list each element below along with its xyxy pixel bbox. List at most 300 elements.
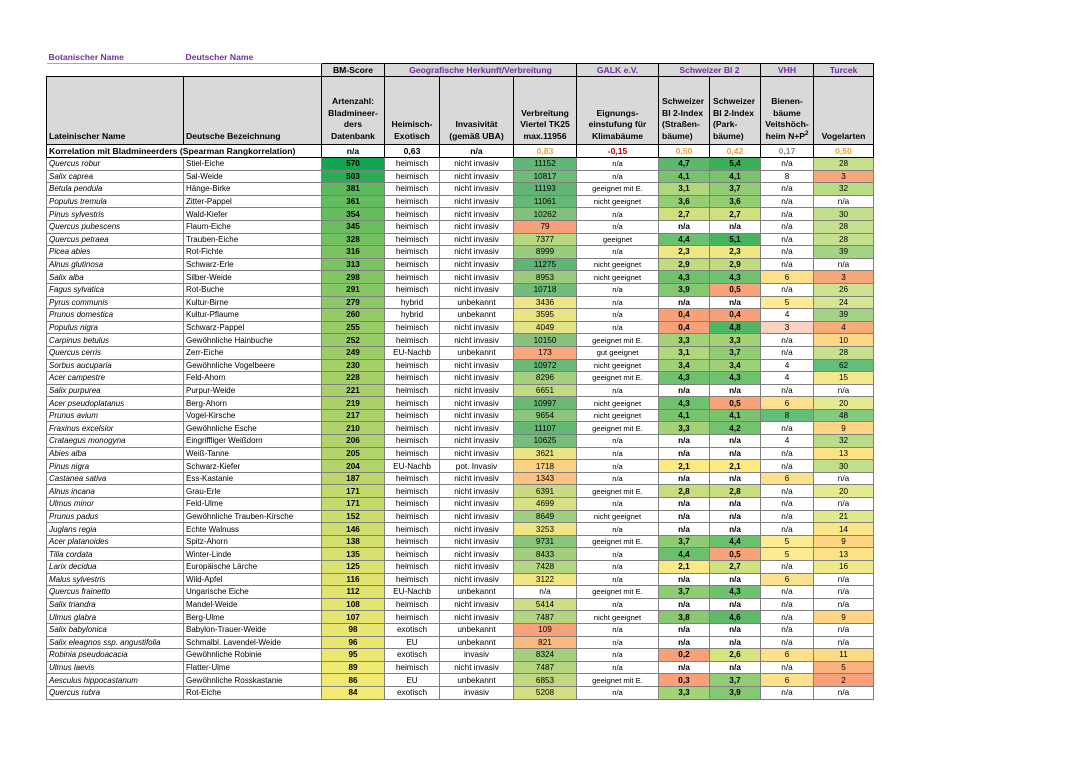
cell-latin: Crataegus monogyna xyxy=(47,435,184,448)
cell-heimisch: EU-Nachb xyxy=(385,460,440,473)
cell-verbreitung: 5414 xyxy=(514,598,577,611)
cell-schweizer-park: n/a xyxy=(710,447,761,460)
table-row xyxy=(47,384,874,397)
table-row xyxy=(47,195,874,208)
data-table xyxy=(46,52,874,700)
cell-bm-score: 249 xyxy=(322,346,385,359)
cell-schweizer-park: 4,6 xyxy=(710,611,761,624)
cell-bm-score: 187 xyxy=(322,472,385,485)
cell-heimisch: heimisch xyxy=(385,195,440,208)
cell-bm-score: 171 xyxy=(322,498,385,511)
cell-bm-score: 98 xyxy=(322,623,385,636)
cell-bm-score: 252 xyxy=(322,334,385,347)
cell-heimisch: heimisch xyxy=(385,233,440,246)
cell-vhh: n/a xyxy=(761,220,814,233)
cell-deutsch: Vogel-Kirsche xyxy=(184,409,322,422)
cell-schweizer-strasse: n/a xyxy=(659,623,710,636)
cell-schweizer-park: 3,7 xyxy=(710,346,761,359)
table-row xyxy=(47,561,874,574)
cell-vhh: 8 xyxy=(761,170,814,183)
cell-verbreitung: 8324 xyxy=(514,649,577,662)
cell-schweizer-park: 4,4 xyxy=(710,535,761,548)
col-vogel: Vogelarten xyxy=(814,77,874,145)
cell-verbreitung: 4699 xyxy=(514,498,577,511)
cell-vogel: n/a xyxy=(814,472,874,485)
cell-eignung: n/a xyxy=(577,447,659,460)
table-row xyxy=(47,686,874,699)
table-row xyxy=(47,485,874,498)
cell-bm-score: 84 xyxy=(322,686,385,699)
cell-vhh: n/a xyxy=(761,523,814,536)
cell-vhh: n/a xyxy=(761,258,814,271)
correlation-row xyxy=(47,145,874,158)
cell-eignung: n/a xyxy=(577,296,659,309)
cell-invasiv: nicht invasiv xyxy=(440,548,514,561)
cell-heimisch: heimisch xyxy=(385,498,440,511)
cell-bm-score: 116 xyxy=(322,573,385,586)
cell-latin: Populus tremula xyxy=(47,195,184,208)
cell-heimisch: heimisch xyxy=(385,510,440,523)
cell-eignung: geeignet mit E. xyxy=(577,422,659,435)
col-verbreitung: Verbreitung Viertel TK25 max.11956 xyxy=(514,77,577,145)
cell-heimisch: heimisch xyxy=(385,561,440,574)
cell-eignung: n/a xyxy=(577,309,659,322)
cell-schweizer-park: 2,6 xyxy=(710,649,761,662)
cell-verbreitung: 6391 xyxy=(514,485,577,498)
cell-eignung: n/a xyxy=(577,460,659,473)
cell-latin: Quercus robur xyxy=(47,158,184,171)
cell-deutsch: Mandel-Weide xyxy=(184,598,322,611)
cell-bm-score: 125 xyxy=(322,561,385,574)
cell-schweizer-park: n/a xyxy=(710,523,761,536)
cell-eignung: n/a xyxy=(577,523,659,536)
table-row xyxy=(47,548,874,561)
cell-vogel: 14 xyxy=(814,523,874,536)
cell-vogel: 9 xyxy=(814,611,874,624)
cell-invasiv: nicht invasiv xyxy=(440,472,514,485)
cell-latin: Acer campestre xyxy=(47,372,184,385)
cell-invasiv: nicht invasiv xyxy=(440,246,514,259)
cell-heimisch: EU xyxy=(385,636,440,649)
table-row xyxy=(47,472,874,485)
cell-vogel: 62 xyxy=(814,359,874,372)
cell-deutsch: Grau-Erle xyxy=(184,485,322,498)
cell-vogel: 32 xyxy=(814,183,874,196)
cell-deutsch: Rot-Fichte xyxy=(184,246,322,259)
cell-latin: Fagus sylvatica xyxy=(47,283,184,296)
cell-schweizer-park: n/a xyxy=(710,384,761,397)
cell-deutsch: Gewöhnliche Robinie xyxy=(184,649,322,662)
cell-schweizer-park: 5,1 xyxy=(710,233,761,246)
col-schweizer-park: Schweizer BI 2-Index (Park-bäume) xyxy=(710,77,761,145)
cell-invasiv: nicht invasiv xyxy=(440,573,514,586)
cell-invasiv: nicht invasiv xyxy=(440,372,514,385)
group-schweizer: Schweizer BI 2 xyxy=(659,64,761,77)
cell-schweizer-park: 2,9 xyxy=(710,258,761,271)
cell-schweizer-park: 3,4 xyxy=(710,359,761,372)
cell-eignung: gut geeignet xyxy=(577,346,659,359)
cell-verbreitung: 10625 xyxy=(514,435,577,448)
cell-vhh: n/a xyxy=(761,586,814,599)
cell-vhh: 6 xyxy=(761,649,814,662)
cell-schweizer-park: n/a xyxy=(710,573,761,586)
cell-invasiv: nicht invasiv xyxy=(440,397,514,410)
cell-schweizer-strasse: n/a xyxy=(659,498,710,511)
cell-eignung: geeignet mit E. xyxy=(577,334,659,347)
cell-invasiv: nicht invasiv xyxy=(440,271,514,284)
table-row xyxy=(47,674,874,687)
cell-verbreitung: 3122 xyxy=(514,573,577,586)
cell-schweizer-strasse: 4,3 xyxy=(659,271,710,284)
cell-schweizer-strasse: 2,1 xyxy=(659,561,710,574)
table-row xyxy=(47,611,874,624)
cell-schweizer-strasse: 2,8 xyxy=(659,485,710,498)
cell-deutsch: Spitz-Ahorn xyxy=(184,535,322,548)
table-row xyxy=(47,636,874,649)
cell-schweizer-park: 4,3 xyxy=(710,586,761,599)
cell-eignung: geeignet mit E. xyxy=(577,535,659,548)
cell-eignung: geeignet xyxy=(577,233,659,246)
cell-eignung: nicht geeignet xyxy=(577,409,659,422)
cell-invasiv: invasiv xyxy=(440,686,514,699)
cell-invasiv: nicht invasiv xyxy=(440,334,514,347)
cell-deutsch: Ungarische Eiche xyxy=(184,586,322,599)
cell-deutsch: Flatter-Ulme xyxy=(184,661,322,674)
cell-bm-score: 89 xyxy=(322,661,385,674)
cell-verbreitung: 9731 xyxy=(514,535,577,548)
cell-deutsch: Kultur-Birne xyxy=(184,296,322,309)
cell-heimisch: heimisch xyxy=(385,246,440,259)
cell-vogel: 4 xyxy=(814,321,874,334)
cell-eignung: n/a xyxy=(577,573,659,586)
cell-latin: Quercus rubra xyxy=(47,686,184,699)
cell-invasiv: nicht invasiv xyxy=(440,611,514,624)
cell-schweizer-strasse: 3,7 xyxy=(659,535,710,548)
cell-bm-score: 112 xyxy=(322,586,385,599)
cell-deutsch: Schwarz-Pappel xyxy=(184,321,322,334)
col-latin: Lateinischer Name xyxy=(47,77,184,145)
cell-deutsch: Weiß-Tanne xyxy=(184,447,322,460)
cell-verbreitung: 3253 xyxy=(514,523,577,536)
cell-latin: Tilia cordata xyxy=(47,548,184,561)
cell-verbreitung: 3621 xyxy=(514,447,577,460)
cell-schweizer-strasse: n/a xyxy=(659,598,710,611)
cell-invasiv: nicht invasiv xyxy=(440,510,514,523)
cell-vhh: n/a xyxy=(761,183,814,196)
cell-eignung: n/a xyxy=(577,636,659,649)
cell-invasiv: nicht invasiv xyxy=(440,170,514,183)
cell-schweizer-strasse: n/a xyxy=(659,447,710,460)
cell-latin: Salix babylonica xyxy=(47,623,184,636)
cell-latin: Ulmus minor xyxy=(47,498,184,511)
correlation-label: Korrelation mit Bladmineerders (Spearman Rangkorrelation) xyxy=(47,145,322,158)
cell-verbreitung: 8433 xyxy=(514,548,577,561)
cell-vogel: 9 xyxy=(814,422,874,435)
cell-heimisch: heimisch xyxy=(385,523,440,536)
table-row xyxy=(47,309,874,322)
cell-bm-score: 298 xyxy=(322,271,385,284)
cell-schweizer-park: 0,5 xyxy=(710,548,761,561)
cell-latin: Salix eleagnos ssp. angustifolia xyxy=(47,636,184,649)
cell-bm-score: 328 xyxy=(322,233,385,246)
cell-vhh: n/a xyxy=(761,384,814,397)
cell-vhh: 6 xyxy=(761,271,814,284)
cell-latin: Quercus pubescens xyxy=(47,220,184,233)
cell-vhh: n/a xyxy=(761,598,814,611)
cell-verbreitung: 1718 xyxy=(514,460,577,473)
table-row xyxy=(47,460,874,473)
cell-vhh: n/a xyxy=(761,334,814,347)
cell-schweizer-park: n/a xyxy=(710,661,761,674)
cell-heimisch: heimisch xyxy=(385,397,440,410)
cell-heimisch: heimisch xyxy=(385,435,440,448)
cell-schweizer-strasse: 3,8 xyxy=(659,611,710,624)
cell-heimisch: heimisch xyxy=(385,271,440,284)
cell-vhh: n/a xyxy=(761,233,814,246)
cell-vogel: 9 xyxy=(814,535,874,548)
cell-eignung: n/a xyxy=(577,170,659,183)
table-row xyxy=(47,233,874,246)
cell-deutsch: Feld-Ahorn xyxy=(184,372,322,385)
cell-vogel: 20 xyxy=(814,485,874,498)
cell-heimisch: heimisch xyxy=(385,409,440,422)
cell-vogel: n/a xyxy=(814,573,874,586)
cell-eignung: n/a xyxy=(577,246,659,259)
cell-vogel: 10 xyxy=(814,334,874,347)
cell-heimisch: heimisch xyxy=(385,611,440,624)
cell-vogel: 15 xyxy=(814,372,874,385)
group-galk: GALK e.V. xyxy=(577,64,659,77)
group-vhh: VHH xyxy=(761,64,814,77)
cell-vogel: n/a xyxy=(814,195,874,208)
cell-eignung: nicht geeignet xyxy=(577,271,659,284)
cell-deutsch: Flaum-Eiche xyxy=(184,220,322,233)
cell-vogel: 26 xyxy=(814,283,874,296)
cell-verbreitung: 10817 xyxy=(514,170,577,183)
cell-latin: Pinus sylvestris xyxy=(47,208,184,221)
cell-eignung: n/a xyxy=(577,220,659,233)
cell-bm-score: 381 xyxy=(322,183,385,196)
cell-latin: Ulmus laevis xyxy=(47,661,184,674)
cell-schweizer-strasse: 0,3 xyxy=(659,674,710,687)
cell-vogel: 30 xyxy=(814,460,874,473)
cell-latin: Quercus frainetto xyxy=(47,586,184,599)
cell-latin: Pyrus communis xyxy=(47,296,184,309)
cell-heimisch: heimisch xyxy=(385,573,440,586)
cell-heimisch: heimisch xyxy=(385,334,440,347)
cell-schweizer-park: n/a xyxy=(710,636,761,649)
cell-heimisch: exotisch xyxy=(385,649,440,662)
cell-bm-score: 221 xyxy=(322,384,385,397)
cell-deutsch: Berg-Ahorn xyxy=(184,397,322,410)
cell-schweizer-strasse: 3,4 xyxy=(659,359,710,372)
cell-schweizer-strasse: 3,3 xyxy=(659,334,710,347)
cell-schweizer-park: n/a xyxy=(710,220,761,233)
cell-eignung: geeignet mit E. xyxy=(577,372,659,385)
cell-schweizer-strasse: n/a xyxy=(659,220,710,233)
cell-latin: Acer platanoides xyxy=(47,535,184,548)
cell-latin: Carpinus betulus xyxy=(47,334,184,347)
cell-invasiv: nicht invasiv xyxy=(440,435,514,448)
cell-vogel: 28 xyxy=(814,233,874,246)
cell-vhh: n/a xyxy=(761,246,814,259)
cell-verbreitung: 79 xyxy=(514,220,577,233)
cell-vhh: 6 xyxy=(761,472,814,485)
cell-vhh: n/a xyxy=(761,510,814,523)
cell-invasiv: unbekannt xyxy=(440,674,514,687)
cell-eignung: nicht geeignet xyxy=(577,611,659,624)
cell-bm-score: 205 xyxy=(322,447,385,460)
cell-heimisch: heimisch xyxy=(385,283,440,296)
cell-latin: Abies alba xyxy=(47,447,184,460)
group-geo: Geografische Herkunft/Verbreitung xyxy=(385,64,577,77)
cell-invasiv: nicht invasiv xyxy=(440,183,514,196)
cell-vhh: n/a xyxy=(761,661,814,674)
cell-vogel: 13 xyxy=(814,447,874,460)
cell-eignung: n/a xyxy=(577,598,659,611)
cell-heimisch: EU-Nachb xyxy=(385,346,440,359)
cell-bm-score: 171 xyxy=(322,485,385,498)
cell-schweizer-park: n/a xyxy=(710,510,761,523)
cell-vhh: n/a xyxy=(761,422,814,435)
corr-invasiv: n/a xyxy=(440,145,514,158)
cell-schweizer-park: 0,5 xyxy=(710,397,761,410)
cell-schweizer-park: 4,3 xyxy=(710,372,761,385)
cell-heimisch: heimisch xyxy=(385,384,440,397)
cell-schweizer-park: 3,7 xyxy=(710,674,761,687)
cell-deutsch: Babylon-Trauer-Weide xyxy=(184,623,322,636)
cell-verbreitung: 6651 xyxy=(514,384,577,397)
cell-vogel: 28 xyxy=(814,220,874,233)
cell-vhh: 4 xyxy=(761,359,814,372)
cell-heimisch: exotisch xyxy=(385,623,440,636)
cell-invasiv: unbekannt xyxy=(440,636,514,649)
cell-bm-score: 204 xyxy=(322,460,385,473)
cell-bm-score: 108 xyxy=(322,598,385,611)
table-row xyxy=(47,535,874,548)
cell-vhh: 8 xyxy=(761,409,814,422)
cell-verbreitung: 7487 xyxy=(514,611,577,624)
cell-vhh: 6 xyxy=(761,573,814,586)
table-row xyxy=(47,409,874,422)
cell-latin: Alnus incana xyxy=(47,485,184,498)
cell-eignung: n/a xyxy=(577,384,659,397)
cell-eignung: nicht geeignet xyxy=(577,258,659,271)
corr-heimisch: 0,63 xyxy=(385,145,440,158)
cell-schweizer-park: 3,7 xyxy=(710,183,761,196)
cell-schweizer-park: 3,6 xyxy=(710,195,761,208)
cell-heimisch: heimisch xyxy=(385,422,440,435)
cell-schweizer-strasse: 4,4 xyxy=(659,233,710,246)
cell-bm-score: 219 xyxy=(322,397,385,410)
cell-verbreitung: 3595 xyxy=(514,309,577,322)
cell-invasiv: unbekannt xyxy=(440,296,514,309)
cell-vogel: n/a xyxy=(814,586,874,599)
cell-bm-score: 210 xyxy=(322,422,385,435)
table-row xyxy=(47,523,874,536)
col-heimisch: Heimisch-Exotisch xyxy=(385,77,440,145)
cell-schweizer-strasse: 4,1 xyxy=(659,409,710,422)
cell-heimisch: heimisch xyxy=(385,661,440,674)
col-schweizer-strasse: Schweizer BI 2-Index (Straßen-bäume) xyxy=(659,77,710,145)
cell-latin: Prunus padus xyxy=(47,510,184,523)
cell-schweizer-strasse: 3,6 xyxy=(659,195,710,208)
cell-vogel: 2 xyxy=(814,674,874,687)
cell-eignung: n/a xyxy=(577,561,659,574)
cell-heimisch: heimisch xyxy=(385,372,440,385)
cell-bm-score: 361 xyxy=(322,195,385,208)
cell-schweizer-park: 2,7 xyxy=(710,561,761,574)
name-header-row xyxy=(47,52,874,64)
cell-latin: Populus nigra xyxy=(47,321,184,334)
cell-vogel: 16 xyxy=(814,561,874,574)
cell-eignung: nicht geeignet xyxy=(577,359,659,372)
cell-invasiv: invasiv xyxy=(440,649,514,662)
cell-eignung: n/a xyxy=(577,283,659,296)
cell-deutsch: Purpur-Weide xyxy=(184,384,322,397)
cell-vhh: n/a xyxy=(761,447,814,460)
cell-heimisch: heimisch xyxy=(385,158,440,171)
cell-invasiv: nicht invasiv xyxy=(440,447,514,460)
cell-latin: Juglans regia xyxy=(47,523,184,536)
cell-bm-score: 313 xyxy=(322,258,385,271)
cell-deutsch: Eingriffliger Weißdorn xyxy=(184,435,322,448)
cell-vogel: 13 xyxy=(814,548,874,561)
cell-vhh: n/a xyxy=(761,636,814,649)
cell-eignung: n/a xyxy=(577,321,659,334)
cell-deutsch: Rot-Buche xyxy=(184,283,322,296)
cell-deutsch: Zitter-Pappel xyxy=(184,195,322,208)
cell-eignung: geeignet mit E. xyxy=(577,183,659,196)
cell-heimisch: hybrid xyxy=(385,296,440,309)
cell-bm-score: 255 xyxy=(322,321,385,334)
cell-verbreitung: 8953 xyxy=(514,271,577,284)
cell-vogel: 48 xyxy=(814,409,874,422)
cell-bm-score: 206 xyxy=(322,435,385,448)
cell-invasiv: nicht invasiv xyxy=(440,321,514,334)
cell-schweizer-strasse: 3,3 xyxy=(659,422,710,435)
cell-heimisch: heimisch xyxy=(385,598,440,611)
table-row xyxy=(47,447,874,460)
cell-schweizer-strasse: 4,7 xyxy=(659,158,710,171)
cell-heimisch: exotisch xyxy=(385,686,440,699)
table-row xyxy=(47,258,874,271)
cell-vogel: n/a xyxy=(814,384,874,397)
group-header-row xyxy=(47,64,874,77)
cell-invasiv: nicht invasiv xyxy=(440,561,514,574)
cell-bm-score: 146 xyxy=(322,523,385,536)
cell-eignung: n/a xyxy=(577,686,659,699)
cell-verbreitung: 10718 xyxy=(514,283,577,296)
cell-vogel: 3 xyxy=(814,271,874,284)
cell-schweizer-strasse: n/a xyxy=(659,472,710,485)
cell-latin: Betula pendula xyxy=(47,183,184,196)
cell-vhh: n/a xyxy=(761,208,814,221)
cell-deutsch: Schwarz-Erle xyxy=(184,258,322,271)
cell-bm-score: 354 xyxy=(322,208,385,221)
cell-invasiv: nicht invasiv xyxy=(440,409,514,422)
cell-schweizer-strasse: n/a xyxy=(659,573,710,586)
cell-deutsch: Gewöhnliche Trauben-Kirsche xyxy=(184,510,322,523)
cell-eignung: geeignet mit E. xyxy=(577,586,659,599)
cell-verbreitung: 10262 xyxy=(514,208,577,221)
cell-invasiv: nicht invasiv xyxy=(440,422,514,435)
table-row xyxy=(47,346,874,359)
cell-schweizer-strasse: n/a xyxy=(659,636,710,649)
cell-vhh: n/a xyxy=(761,195,814,208)
cell-verbreitung: 8296 xyxy=(514,372,577,385)
cell-vhh: 5 xyxy=(761,535,814,548)
